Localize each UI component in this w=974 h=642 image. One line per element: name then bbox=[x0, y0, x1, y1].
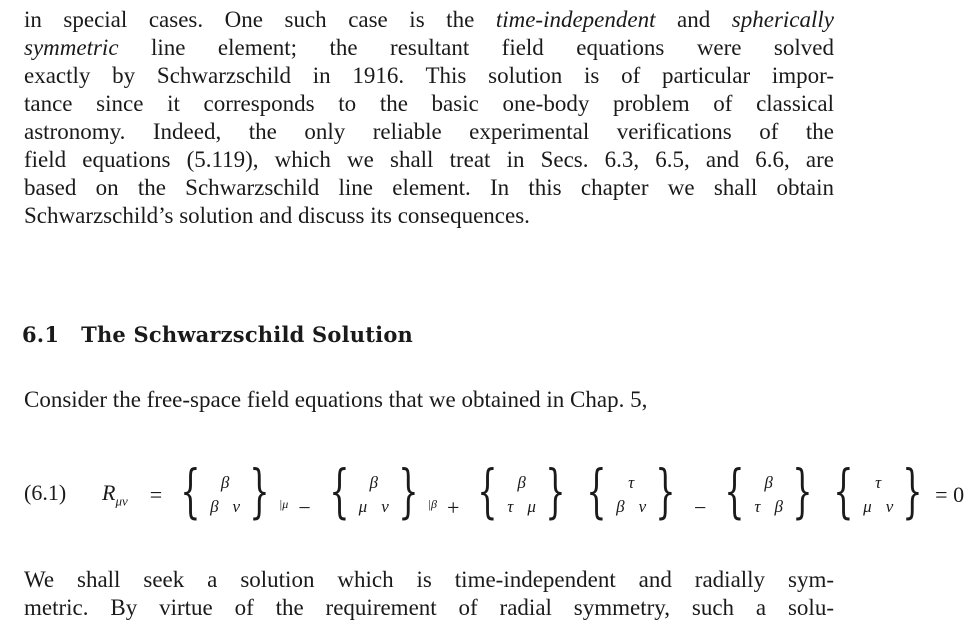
upper-index: β bbox=[220, 473, 230, 492]
christoffel-symbol bbox=[578, 457, 684, 525]
text-line bbox=[24, 118, 834, 146]
christoffel-symbol bbox=[825, 457, 931, 525]
ricci-indices: μν bbox=[115, 493, 128, 509]
lower-index: μ bbox=[358, 497, 368, 516]
italic-run: spherically bbox=[731, 7, 834, 32]
lower-indices bbox=[863, 495, 893, 519]
ricci-symbol: R bbox=[102, 480, 116, 506]
upper-index: τ bbox=[628, 473, 635, 492]
text-run: field equations (5.119), which we shall treat in Secs. 6.3, 6.5, and 6.6, are bbox=[24, 147, 834, 172]
equation-label: (6.1) bbox=[24, 480, 67, 505]
right-brace: } bbox=[545, 457, 566, 525]
text-run: astronomy. Indeed, the only reliable experimental verifications of the bbox=[24, 119, 834, 144]
operator: − bbox=[298, 495, 311, 520]
consider-paragraph bbox=[24, 386, 834, 414]
lower-indices bbox=[754, 495, 783, 519]
lower-index: ν bbox=[381, 497, 389, 516]
italic-run: time-independent bbox=[495, 7, 656, 32]
equation-terms bbox=[172, 457, 931, 525]
upper-index: β bbox=[764, 473, 773, 492]
equation-body bbox=[102, 457, 974, 530]
lower-index: β bbox=[616, 497, 625, 516]
lower-index: ν bbox=[638, 497, 647, 516]
right-brace: } bbox=[655, 457, 676, 525]
text-run: based on the Schwarzschild line element. In this chapter we shall obtain bbox=[24, 175, 834, 200]
left-brace: { bbox=[180, 457, 201, 525]
left-brace: { bbox=[477, 457, 498, 525]
lower-index: ν bbox=[232, 497, 241, 516]
left-brace: { bbox=[724, 457, 746, 525]
ricci-tensor bbox=[102, 480, 128, 509]
right-brace: } bbox=[792, 457, 813, 525]
seek-paragraph bbox=[24, 566, 834, 622]
christoffel-symbol bbox=[172, 457, 289, 525]
index-stack bbox=[754, 471, 783, 519]
lower-indices bbox=[507, 495, 536, 519]
right-brace: } bbox=[249, 457, 270, 525]
text-line bbox=[24, 90, 834, 118]
section-number: 6.1 bbox=[22, 322, 60, 347]
text-line bbox=[24, 146, 834, 174]
intro-paragraph bbox=[24, 6, 834, 230]
lower-indices bbox=[210, 495, 240, 519]
text-line bbox=[24, 62, 834, 90]
text-line bbox=[24, 202, 834, 230]
lower-index: ν bbox=[885, 497, 894, 516]
italic-run: symmetric bbox=[24, 35, 119, 60]
lower-index: μ bbox=[527, 497, 536, 516]
right-brace: } bbox=[902, 457, 923, 525]
lower-index: τ bbox=[754, 497, 761, 516]
text-run: line element; the resultant field equations were solved bbox=[118, 35, 834, 60]
upper-index: τ bbox=[875, 473, 882, 492]
left-brace: { bbox=[586, 457, 607, 525]
text-line bbox=[24, 386, 834, 414]
text-line bbox=[24, 566, 834, 594]
text-line bbox=[24, 34, 834, 62]
lower-index: β bbox=[774, 497, 783, 516]
equation-6-1 bbox=[24, 456, 965, 536]
operator: + bbox=[446, 495, 460, 520]
index-stack bbox=[210, 471, 240, 519]
christoffel-symbol bbox=[469, 457, 573, 525]
index-stack bbox=[863, 471, 893, 519]
text-run: in special cases. One such case is the bbox=[24, 7, 496, 32]
operator: − bbox=[694, 495, 707, 520]
left-brace: { bbox=[329, 457, 350, 525]
index-stack bbox=[616, 471, 646, 519]
text-run: metric. By virtue of the requirement of radial symmetry, such a solu- bbox=[24, 595, 834, 620]
text-line bbox=[24, 6, 834, 34]
covariant-derivative-index: |μ bbox=[279, 497, 289, 511]
text-run: exactly by Schwarzschild in 1916. This solution is of particular impor- bbox=[24, 63, 834, 88]
lower-index: β bbox=[210, 497, 219, 516]
covariant-derivative-index: |β bbox=[427, 497, 437, 511]
text-run: tance since it corresponds to the basic one-body problem of classical bbox=[24, 91, 834, 116]
christoffel-symbol bbox=[321, 457, 437, 525]
lower-index: μ bbox=[863, 497, 872, 516]
upper-index: β bbox=[369, 473, 378, 492]
text-run: Schwarzschild’s solution and discuss its consequences. bbox=[24, 203, 530, 228]
equation-rhs: = 0 bbox=[935, 482, 965, 507]
lower-index: τ bbox=[507, 497, 514, 516]
equals-sign: = bbox=[149, 482, 163, 507]
text-run: and bbox=[655, 7, 732, 32]
christoffel-symbol bbox=[716, 457, 820, 525]
text-run: Consider the free-space field equations that we obtained in Chap. 5, bbox=[24, 387, 648, 412]
index-stack bbox=[359, 471, 389, 519]
left-brace: { bbox=[833, 457, 854, 525]
upper-index: β bbox=[517, 473, 526, 492]
lower-indices bbox=[359, 495, 389, 519]
right-brace: } bbox=[398, 457, 419, 525]
section-title: The Schwarzschild Solution bbox=[81, 322, 413, 347]
index-stack bbox=[507, 471, 536, 519]
text-run: We shall seek a solution which is time-independent and radially sym- bbox=[24, 567, 834, 592]
text-line bbox=[24, 594, 834, 622]
text-line bbox=[24, 174, 834, 202]
section-heading bbox=[22, 322, 413, 347]
lower-indices bbox=[616, 495, 646, 519]
